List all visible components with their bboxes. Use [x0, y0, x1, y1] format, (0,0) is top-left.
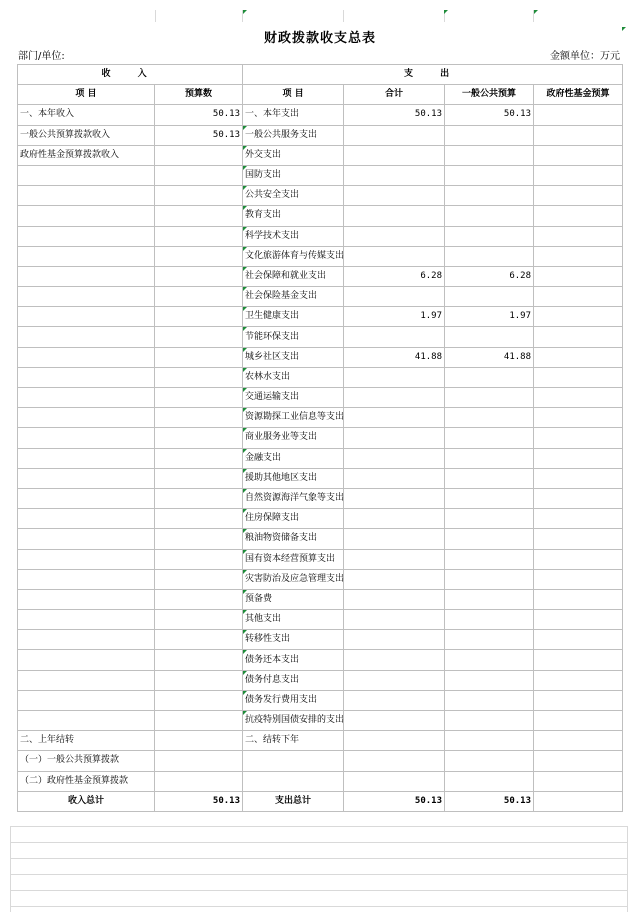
expense-general [445, 145, 534, 165]
expense-fund [534, 206, 623, 226]
expense-total [344, 388, 445, 408]
income-amount [155, 266, 243, 286]
gridline [155, 10, 156, 22]
gridline [10, 826, 11, 912]
expense-item: 外交支出 [243, 145, 344, 165]
expense-total: 6.28 [344, 266, 445, 286]
expense-fund [534, 287, 623, 307]
expense-item: 卫生健康支出 [243, 307, 344, 327]
table-row [18, 125, 623, 145]
col-fund-budget: 政府性基金预算 [534, 85, 623, 105]
expense-fund [534, 751, 623, 771]
expense-total [344, 468, 445, 488]
income-amount [155, 448, 243, 468]
expense-total [344, 488, 445, 508]
income-amount [155, 630, 243, 650]
table-row [18, 266, 623, 286]
income-amount [155, 711, 243, 731]
expense-general [445, 711, 534, 731]
expense-general [445, 650, 534, 670]
expense-fund [534, 589, 623, 609]
expense-general [445, 226, 534, 246]
expense-general [445, 408, 534, 428]
expense-total: 41.88 [344, 347, 445, 367]
unit-label: 金额单位：万元 [550, 51, 620, 62]
expense-general [445, 327, 534, 347]
income-item [18, 266, 155, 286]
table-row [18, 690, 623, 710]
income-item: （一）一般公共预算拨款 [18, 751, 155, 771]
expense-item: 交通运输支出 [243, 388, 344, 408]
gridline [343, 10, 344, 22]
income-item: （二）政府性基金预算拨款 [18, 771, 155, 791]
income-item [18, 408, 155, 428]
expense-total [344, 125, 445, 145]
income-amount [155, 509, 243, 529]
table-row [18, 509, 623, 529]
table-row [18, 610, 623, 630]
income-amount [155, 468, 243, 488]
expense-item: 国有资本经营预算支出 [243, 549, 344, 569]
table-row [18, 569, 623, 589]
expense-item: 商业服务业等支出 [243, 428, 344, 448]
expense-item: 一般公共服务支出 [243, 125, 344, 145]
expense-fund [534, 650, 623, 670]
income-item [18, 650, 155, 670]
expense-general [445, 367, 534, 387]
income-total-label: 收入总计 [18, 791, 155, 811]
col-budget: 预算数 [155, 85, 243, 105]
income-amount [155, 165, 243, 185]
expense-total [344, 448, 445, 468]
table-row [18, 771, 623, 791]
table-row [18, 630, 623, 650]
expense-total [344, 206, 445, 226]
expense-general [445, 529, 534, 549]
expense-total [344, 428, 445, 448]
expense-item: 债务付息支出 [243, 670, 344, 690]
income-item [18, 468, 155, 488]
expense-item: 国防支出 [243, 165, 344, 185]
expense-total [344, 610, 445, 630]
table-row [18, 105, 623, 125]
expense-item: 城乡社区支出 [243, 347, 344, 367]
expense-general [445, 125, 534, 145]
income-amount [155, 670, 243, 690]
expense-fund [534, 711, 623, 731]
expense-item: 住房保障支出 [243, 509, 344, 529]
income-amount [155, 731, 243, 751]
expense-fund [534, 771, 623, 791]
expense-fund [534, 186, 623, 206]
income-item [18, 428, 155, 448]
table-row [18, 388, 623, 408]
table-row [18, 650, 623, 670]
expense-general [445, 549, 534, 569]
expense-fund-total [534, 791, 623, 811]
expense-total [344, 226, 445, 246]
table-row [18, 165, 623, 185]
expense-general [445, 670, 534, 690]
table-row [18, 145, 623, 165]
expense-item: 灾害防治及应急管理支出 [243, 569, 344, 589]
income-amount [155, 610, 243, 630]
income-item [18, 488, 155, 508]
expense-fund [534, 670, 623, 690]
gridline [627, 826, 628, 912]
budget-table [17, 64, 623, 812]
expense-item [243, 771, 344, 791]
income-item [18, 569, 155, 589]
income-total-value: 50.13 [155, 791, 243, 811]
table-row [18, 549, 623, 569]
expense-fund [534, 428, 623, 448]
income-amount [155, 206, 243, 226]
expense-total: 50.13 [344, 105, 445, 125]
expense-fund [534, 388, 623, 408]
expense-general [445, 165, 534, 185]
table-row [18, 327, 623, 347]
table-row [18, 367, 623, 387]
gridline [10, 906, 628, 907]
col-item-expense: 项 目 [243, 85, 344, 105]
expense-fund [534, 266, 623, 286]
income-amount [155, 690, 243, 710]
expense-total [344, 509, 445, 529]
report-title: 财政拨款收支总表 [263, 31, 376, 46]
income-item [18, 307, 155, 327]
top-gridlines [0, 0, 640, 22]
expense-total [344, 569, 445, 589]
col-total: 合计 [344, 85, 445, 105]
section-header-row [18, 65, 623, 85]
income-item: 政府性基金预算拨款收入 [18, 145, 155, 165]
expense-item: 公共安全支出 [243, 186, 344, 206]
expense-fund [534, 246, 623, 266]
cell-marker [534, 10, 538, 14]
cell-marker [243, 10, 247, 14]
cell-marker [444, 10, 448, 14]
expense-fund [534, 529, 623, 549]
income-amount [155, 771, 243, 791]
income-amount [155, 327, 243, 347]
expense-item [243, 751, 344, 771]
gridline [10, 842, 628, 843]
expense-total [344, 589, 445, 609]
expense-item: 转移性支出 [243, 630, 344, 650]
income-item: 一、本年收入 [18, 105, 155, 125]
expense-total [344, 327, 445, 347]
expense-general: 50.13 [445, 105, 534, 125]
income-amount [155, 226, 243, 246]
expense-item: 农林水支出 [243, 367, 344, 387]
expense-general [445, 488, 534, 508]
expense-total [344, 711, 445, 731]
income-amount [155, 186, 243, 206]
expense-fund [534, 125, 623, 145]
table-row [18, 711, 623, 731]
income-item [18, 589, 155, 609]
expense-fund [534, 569, 623, 589]
income-amount [155, 408, 243, 428]
expense-fund [534, 690, 623, 710]
income-amount [155, 307, 243, 327]
expense-general: 41.88 [445, 347, 534, 367]
table-row [18, 751, 623, 771]
expense-item: 预备费 [243, 589, 344, 609]
expense-fund [534, 468, 623, 488]
expense-total [344, 549, 445, 569]
table-row [18, 347, 623, 367]
expense-item: 教育支出 [243, 206, 344, 226]
income-amount [155, 529, 243, 549]
income-header: 收 入 [18, 65, 243, 85]
income-amount [155, 488, 243, 508]
expense-total [344, 186, 445, 206]
income-amount [155, 589, 243, 609]
income-amount [155, 650, 243, 670]
expense-general [445, 388, 534, 408]
expense-fund [534, 105, 623, 125]
table-row [18, 226, 623, 246]
expense-general [445, 448, 534, 468]
income-item [18, 549, 155, 569]
gridline [10, 890, 628, 891]
income-item [18, 509, 155, 529]
expense-total [344, 650, 445, 670]
expense-total-label: 支出总计 [243, 791, 344, 811]
income-item [18, 186, 155, 206]
income-amount [155, 388, 243, 408]
income-item [18, 246, 155, 266]
expense-item: 金融支出 [243, 448, 344, 468]
expense-general [445, 206, 534, 226]
table-row [18, 529, 623, 549]
expense-general [445, 630, 534, 650]
expense-fund [534, 165, 623, 185]
expense-fund [534, 145, 623, 165]
income-amount [155, 751, 243, 771]
gridline [10, 826, 628, 827]
expense-general [445, 186, 534, 206]
table-row [18, 408, 623, 428]
totals-row [18, 791, 623, 811]
expense-item: 债务发行费用支出 [243, 690, 344, 710]
expense-general: 1.97 [445, 307, 534, 327]
expense-fund [534, 448, 623, 468]
expense-total [344, 529, 445, 549]
expense-total: 1.97 [344, 307, 445, 327]
expense-general [445, 246, 534, 266]
expense-item: 自然资源海洋气象等支出 [243, 488, 344, 508]
expense-general-total: 50.13 [445, 791, 534, 811]
expense-general [445, 287, 534, 307]
expense-item: 粮油物资储备支出 [243, 529, 344, 549]
income-amount [155, 367, 243, 387]
expense-total [344, 690, 445, 710]
income-item: 二、上年结转 [18, 731, 155, 751]
expense-item: 其他支出 [243, 610, 344, 630]
expense-total [344, 630, 445, 650]
column-header-row [18, 85, 623, 105]
table-row [18, 488, 623, 508]
income-amount: 50.13 [155, 105, 243, 125]
income-item [18, 690, 155, 710]
table-row [18, 468, 623, 488]
table-row [18, 206, 623, 226]
income-item [18, 327, 155, 347]
expense-fund [534, 226, 623, 246]
income-item [18, 287, 155, 307]
expense-general [445, 428, 534, 448]
expense-general [445, 509, 534, 529]
table-row [18, 246, 623, 266]
expense-total [344, 287, 445, 307]
expense-total [344, 670, 445, 690]
income-item [18, 206, 155, 226]
income-item [18, 367, 155, 387]
expense-fund [534, 307, 623, 327]
expense-item: 二、结转下年 [243, 731, 344, 751]
expense-total [344, 408, 445, 428]
expense-fund [534, 327, 623, 347]
income-item [18, 630, 155, 650]
expense-item: 援助其他地区支出 [243, 468, 344, 488]
income-item [18, 610, 155, 630]
expense-total-value: 50.13 [344, 791, 445, 811]
income-amount [155, 569, 243, 589]
income-item [18, 448, 155, 468]
expense-item: 债务还本支出 [243, 650, 344, 670]
expense-total [344, 165, 445, 185]
expense-general [445, 771, 534, 791]
income-amount [155, 145, 243, 165]
col-item-income: 项 目 [18, 85, 155, 105]
table-body [18, 105, 623, 791]
empty-sheet-area [10, 826, 628, 912]
table-row [18, 589, 623, 609]
income-item [18, 670, 155, 690]
expense-item: 节能环保支出 [243, 327, 344, 347]
expense-item: 文化旅游体育与传媒支出 [243, 246, 344, 266]
income-item [18, 347, 155, 367]
income-amount [155, 347, 243, 367]
expense-general [445, 589, 534, 609]
income-item [18, 388, 155, 408]
expense-header: 支 出 [243, 65, 623, 85]
department-label: 部门/单位: [18, 51, 65, 62]
expense-total [344, 145, 445, 165]
expense-fund [534, 347, 623, 367]
expense-item: 社会保险基金支出 [243, 287, 344, 307]
income-amount [155, 549, 243, 569]
expense-general: 6.28 [445, 266, 534, 286]
expense-item: 抗疫特别国债安排的支出 [243, 711, 344, 731]
expense-fund [534, 367, 623, 387]
table-row [18, 307, 623, 327]
table-row [18, 287, 623, 307]
expense-total [344, 731, 445, 751]
income-item [18, 165, 155, 185]
income-amount [155, 428, 243, 448]
expense-general [445, 751, 534, 771]
expense-fund [534, 630, 623, 650]
expense-fund [534, 408, 623, 428]
expense-general [445, 690, 534, 710]
income-item [18, 529, 155, 549]
income-item: 一般公共预算拨款收入 [18, 125, 155, 145]
expense-fund [534, 731, 623, 751]
table-row [18, 670, 623, 690]
table-row [18, 448, 623, 468]
expense-total [344, 246, 445, 266]
expense-fund [534, 610, 623, 630]
expense-total [344, 367, 445, 387]
expense-general [445, 731, 534, 751]
expense-general [445, 610, 534, 630]
income-amount [155, 246, 243, 266]
gridline [10, 858, 628, 859]
gridline [10, 874, 628, 875]
income-amount: 50.13 [155, 125, 243, 145]
expense-item: 资源勘探工业信息等支出 [243, 408, 344, 428]
income-amount [155, 287, 243, 307]
table-row [18, 731, 623, 751]
expense-general [445, 569, 534, 589]
income-item [18, 711, 155, 731]
income-item [18, 226, 155, 246]
table-row [18, 186, 623, 206]
expense-item: 一、本年支出 [243, 105, 344, 125]
expense-fund [534, 488, 623, 508]
table-row [18, 428, 623, 448]
expense-general [445, 468, 534, 488]
expense-fund [534, 509, 623, 529]
expense-item: 科学技术支出 [243, 226, 344, 246]
expense-total [344, 751, 445, 771]
expense-fund [534, 549, 623, 569]
expense-total [344, 771, 445, 791]
col-general-budget: 一般公共预算 [445, 85, 534, 105]
expense-item: 社会保障和就业支出 [243, 266, 344, 286]
